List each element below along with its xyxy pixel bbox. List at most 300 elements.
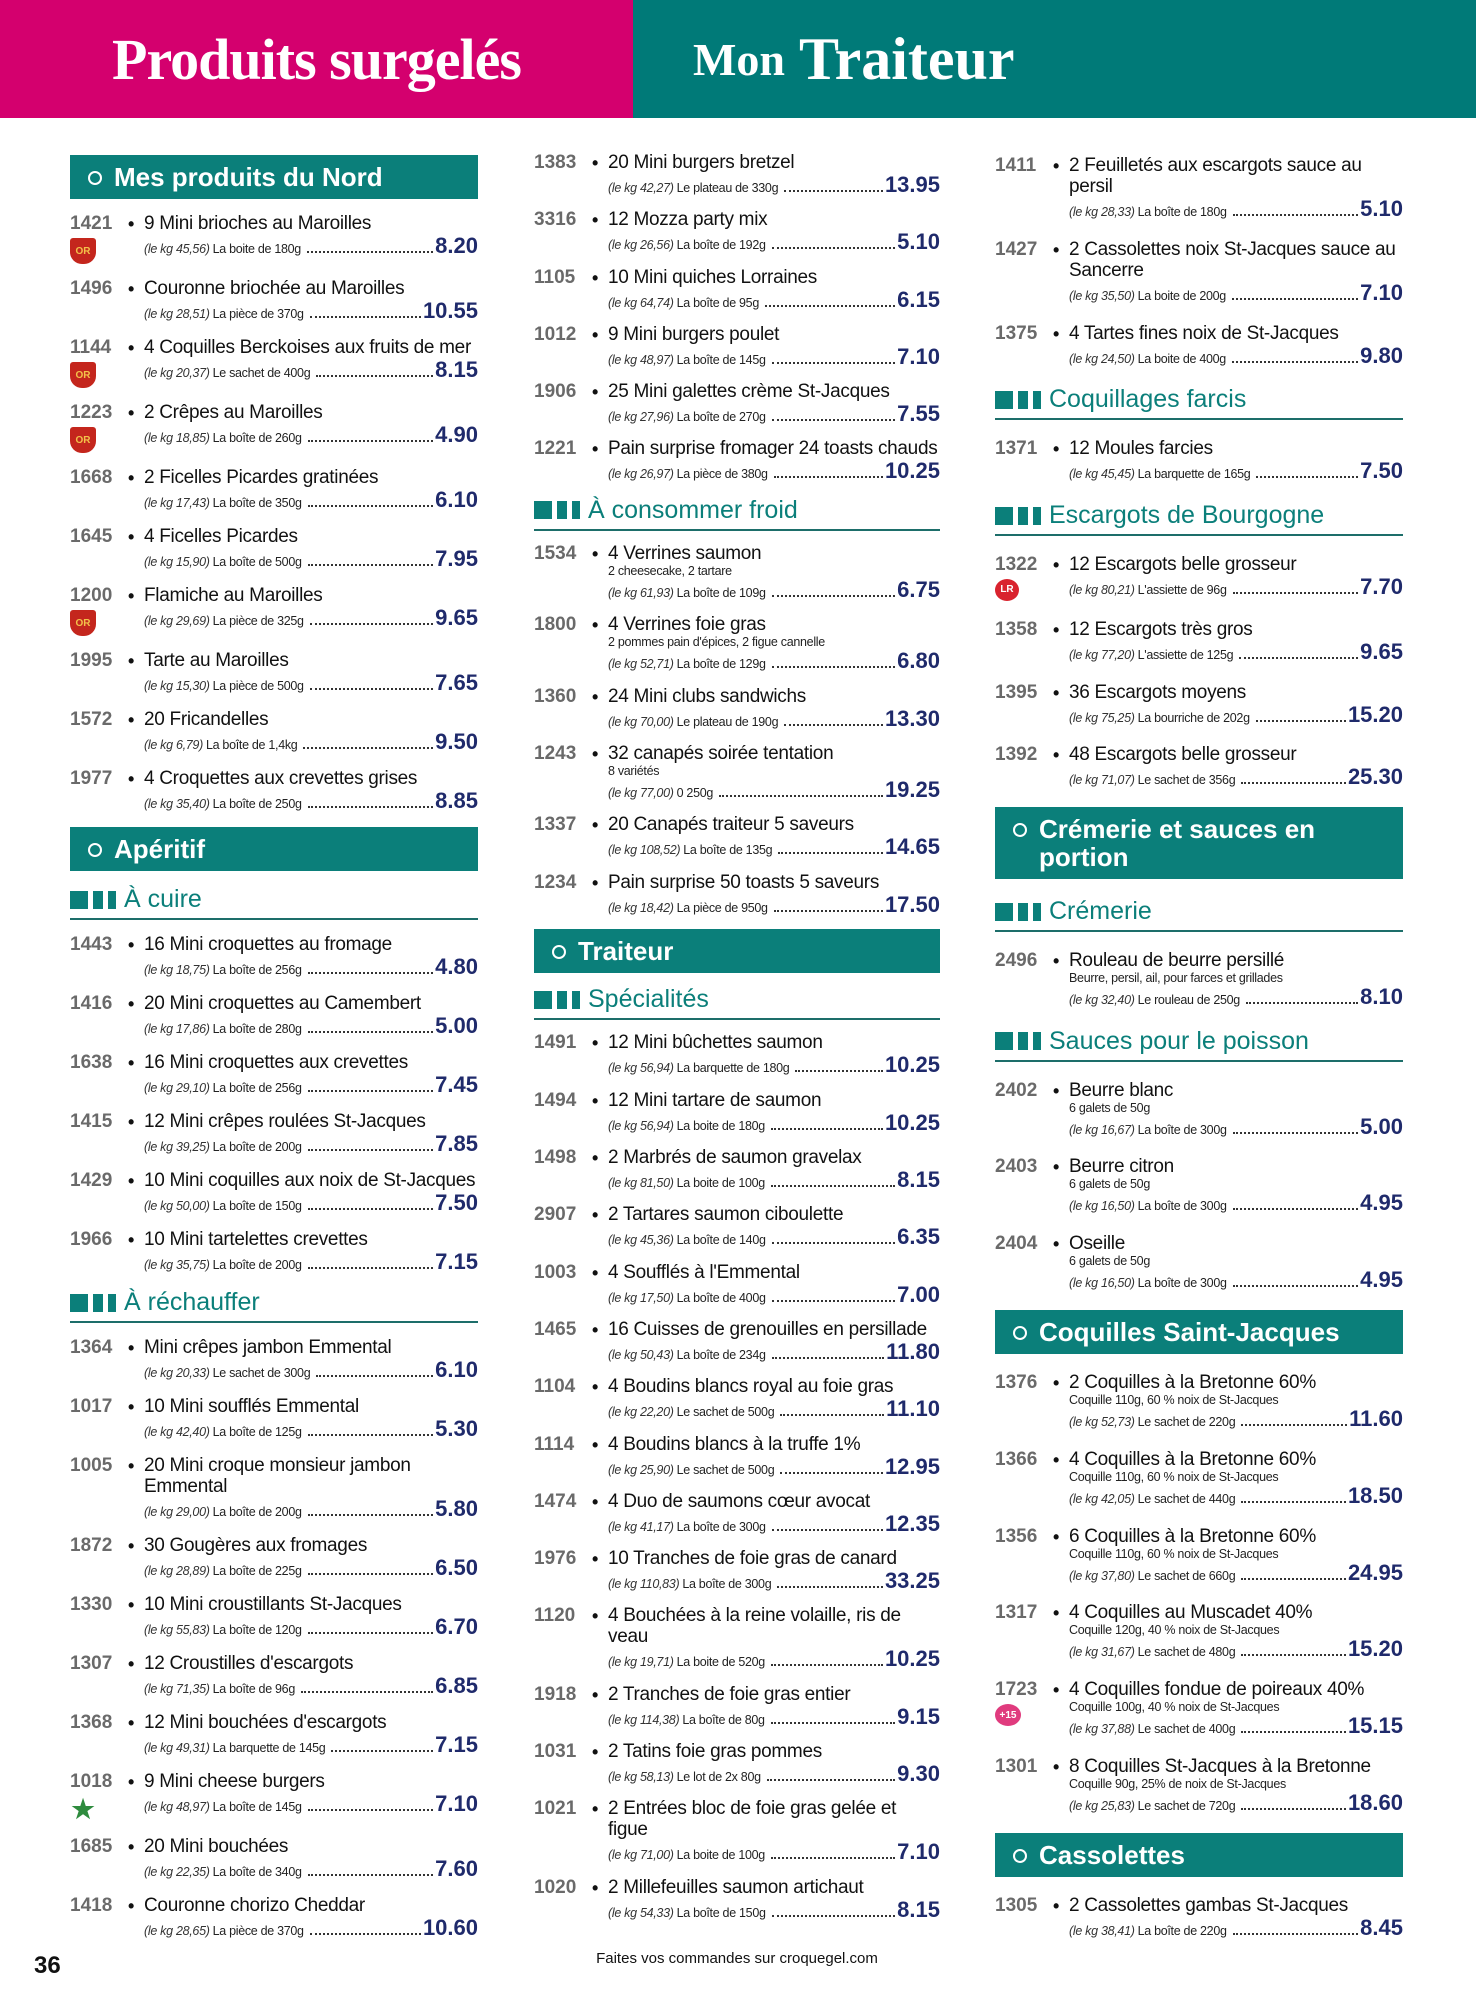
product-item[interactable] (534, 814, 940, 859)
package-size: La boîte de 260g (212, 431, 302, 445)
price-line (608, 345, 940, 369)
product-details (1069, 1895, 1403, 1940)
square-marker-icon (995, 507, 1013, 525)
dotted-leader (784, 190, 883, 192)
product-item[interactable] (534, 743, 940, 802)
product-item[interactable] (70, 402, 478, 453)
product-item[interactable] (70, 337, 478, 388)
product-item[interactable] (534, 1032, 940, 1077)
price-line (144, 730, 478, 754)
product-name: 9 Mini brioches au Maroilles (144, 213, 372, 234)
product-details (608, 743, 940, 802)
product-name: 10 Mini soufflés Emmental (144, 1396, 359, 1417)
product-item[interactable] (70, 1229, 478, 1274)
package-size: La boite de 180g (212, 242, 301, 256)
product-item[interactable] (534, 543, 940, 602)
price-line (144, 547, 478, 571)
product-code: 1498 (534, 1147, 577, 1169)
product-item[interactable] (70, 1535, 478, 1580)
product-price: 7.10 (897, 343, 940, 369)
product-price: 6.50 (435, 1555, 478, 1580)
product-code: 1496 (70, 278, 113, 299)
price-per-kg: (le kg 61,93) (608, 586, 674, 601)
product-item[interactable] (995, 619, 1403, 664)
saveurs-en-or-badge-icon: OR (70, 427, 96, 453)
product-name: 12 Mini tartare de saumon (608, 1089, 822, 1111)
product-details (1069, 1080, 1403, 1139)
product-item[interactable] (70, 934, 478, 979)
dotted-leader (1241, 1578, 1346, 1580)
bullet-icon: • (592, 815, 599, 836)
product-code: 1003 (534, 1261, 577, 1283)
subsection-title: Coquillages farcis (1049, 385, 1247, 414)
product-description: Coquille 90g, 25% de noix de St-Jacques (1069, 1777, 1286, 1792)
product-item[interactable] (70, 1337, 478, 1382)
plus-15-badge-icon: +15 (995, 1704, 1021, 1726)
product-price: 6.15 (897, 286, 940, 312)
bar-marker-icon (1018, 903, 1028, 921)
dotted-leader (1241, 1808, 1346, 1810)
section-title: Crémerie et sauces en portion (1039, 814, 1316, 873)
price-per-kg: (le kg 16,50) (1069, 1199, 1135, 1214)
price-per-kg: (le kg 6,79) (144, 738, 203, 752)
dotted-leader (1233, 214, 1359, 216)
product-code-cell (995, 619, 1053, 664)
square-marker-icon (995, 1032, 1013, 1050)
product-item[interactable] (70, 1771, 478, 1822)
square-marker-icon (70, 1294, 88, 1312)
product-price: 10.25 (884, 1109, 940, 1135)
bullet-icon: • (592, 1606, 599, 1627)
price-per-kg: (le kg 39,25) (144, 1140, 210, 1154)
product-item[interactable] (534, 1684, 940, 1729)
product-price: 19.25 (884, 776, 940, 802)
bar-marker-icon (1033, 391, 1041, 409)
product-name: Beurre blanc (1069, 1079, 1174, 1101)
product-details (144, 585, 478, 636)
dotted-leader (1241, 782, 1346, 784)
subsection-header (995, 897, 1403, 932)
product-name: 2 Ficelles Picardes gratinées (144, 467, 379, 488)
product-item[interactable] (70, 278, 478, 323)
product-code-cell (995, 1372, 1053, 1431)
price-line (144, 1733, 478, 1757)
price-line (1069, 1115, 1403, 1139)
product-price: 11.60 (1349, 1405, 1403, 1431)
dotted-leader (767, 1779, 895, 1781)
product-name: 12 Mini bûchettes saumon (608, 1032, 823, 1054)
price-per-kg: (le kg 18,85) (144, 431, 210, 445)
dotted-leader (308, 1267, 434, 1269)
price-per-kg: (le kg 17,50) (608, 1290, 674, 1305)
dotted-leader (308, 1573, 434, 1575)
product-details (144, 1836, 478, 1881)
section-title: Coquilles Saint-Jacques (1039, 1317, 1340, 1348)
product-code: 1534 (534, 543, 577, 565)
product-details (608, 1877, 940, 1922)
product-item[interactable] (995, 1156, 1403, 1215)
product-details (608, 686, 940, 731)
product-item[interactable] (534, 1262, 940, 1307)
bullet-icon: • (592, 1319, 599, 1340)
product-description: Coquille 120g, 40 % noix de St-Jacques (1069, 1623, 1280, 1638)
section-title: Traiteur (578, 935, 674, 966)
product-price: 6.70 (435, 1614, 478, 1639)
product-item[interactable] (70, 1052, 478, 1097)
bullet-icon: • (128, 994, 135, 1014)
product-details (144, 213, 478, 264)
dotted-leader (795, 1070, 882, 1072)
product-item[interactable] (534, 1434, 940, 1479)
product-code: 1317 (995, 1602, 1038, 1624)
price-per-kg: (le kg 52,73) (1069, 1414, 1135, 1429)
product-details (144, 1396, 478, 1441)
bar-marker-icon (1033, 507, 1041, 525)
product-item[interactable] (995, 1602, 1403, 1661)
product-item[interactable] (534, 1798, 940, 1864)
product-name: 12 Escargots belle grosseur (1069, 553, 1297, 575)
package-size: Le sachet de 400g (1137, 1722, 1236, 1737)
product-item[interactable] (534, 438, 940, 483)
price-per-kg: (le kg 71,07) (1069, 773, 1135, 788)
dotted-leader (1233, 592, 1359, 594)
product-item[interactable] (534, 1090, 940, 1135)
product-name: 12 Mini bouchées d'escargots (144, 1712, 387, 1733)
product-item[interactable] (995, 1679, 1403, 1738)
price-per-kg: (le kg 20,33) (144, 1366, 210, 1380)
product-name: 2 Tatins foie gras pommes (608, 1741, 822, 1763)
price-line (144, 299, 478, 323)
product-code: 1366 (995, 1448, 1038, 1470)
price-per-kg: (le kg 28,51) (144, 307, 210, 321)
product-name: Flamiche au Maroilles (144, 585, 323, 606)
product-name: 4 Soufflés à l'Emmental (608, 1261, 800, 1283)
price-per-kg: (le kg 54,33) (608, 1905, 674, 1920)
product-item[interactable] (534, 1741, 940, 1786)
bullet-icon: • (592, 1262, 599, 1283)
bullet-icon: • (592, 743, 599, 764)
product-name: 4 Coquilles au Muscadet 40% (1069, 1602, 1313, 1624)
header-right-title-big: Traiteur (799, 25, 1015, 92)
product-price: 4.95 (1360, 1267, 1403, 1293)
product-item[interactable] (995, 1526, 1403, 1585)
price-per-kg: (le kg 28,33) (1069, 205, 1135, 219)
bullet-icon: • (1053, 1372, 1060, 1393)
package-size: Le sachet de 440g (1137, 1491, 1236, 1506)
package-size: Le plateau de 330g (676, 181, 779, 195)
product-item[interactable] (995, 438, 1403, 483)
dotted-leader (310, 688, 433, 690)
price-line (608, 230, 940, 254)
dotted-leader (772, 1529, 883, 1531)
price-per-kg: (le kg 41,17) (608, 1519, 674, 1534)
package-size: La boîte de 220g (1137, 1923, 1227, 1938)
product-item[interactable] (995, 950, 1403, 1009)
product-item[interactable] (70, 650, 478, 695)
dotted-leader (308, 564, 434, 566)
section-header (995, 807, 1403, 879)
product-details (608, 1032, 940, 1077)
bullet-icon: • (1053, 1449, 1060, 1470)
product-item[interactable] (995, 554, 1403, 601)
catalog-column-2 (534, 152, 940, 1922)
product-item[interactable] (995, 1080, 1403, 1139)
package-size: Le sachet de 220g (1137, 1414, 1236, 1429)
product-code: 1018 (70, 1771, 113, 1792)
product-details (1069, 744, 1403, 789)
product-name: 16 Mini croquettes au fromage (144, 934, 392, 955)
package-size: La boîte de 300g (676, 1519, 766, 1534)
price-per-kg: (le kg 15,90) (144, 555, 210, 569)
package-size: La boîte de 400g (676, 1290, 766, 1305)
bullet-icon: • (592, 382, 599, 403)
product-item[interactable] (995, 1233, 1403, 1292)
product-item[interactable] (995, 239, 1403, 305)
dotted-leader (771, 1664, 883, 1666)
dotted-leader (772, 362, 896, 364)
section-title: Mes produits du Nord (114, 162, 383, 192)
product-item[interactable] (534, 324, 940, 369)
product-item[interactable] (534, 614, 940, 673)
product-price: 9.15 (897, 1703, 940, 1729)
product-code: 1383 (534, 152, 577, 173)
product-item[interactable] (534, 1319, 940, 1364)
package-size: La boite de 200g (1137, 288, 1226, 303)
product-details (144, 650, 478, 695)
price-line (1069, 1714, 1403, 1738)
product-price: 4.90 (435, 422, 478, 447)
product-code: 1104 (534, 1376, 576, 1398)
product-item[interactable] (70, 1455, 478, 1521)
price-line (608, 1397, 940, 1421)
product-code: 1392 (995, 744, 1038, 766)
price-line (1069, 1791, 1403, 1815)
product-details (608, 438, 940, 483)
dotted-leader (771, 1185, 895, 1187)
saveurs-en-or-badge-icon: OR (70, 362, 96, 388)
product-details (608, 209, 940, 254)
package-size: L'assiette de 125g (1137, 647, 1234, 662)
product-name: 2 Entrées bloc de foie gras gelée et figue (608, 1798, 897, 1841)
product-item[interactable] (70, 1653, 478, 1698)
package-size: La boîte de 200g (212, 1505, 302, 1519)
product-code-cell (70, 1712, 128, 1757)
product-code-cell (70, 1455, 128, 1521)
price-per-kg: (le kg 48,97) (144, 1800, 210, 1814)
price-line (608, 893, 940, 917)
product-code: 1800 (534, 614, 577, 636)
dotted-leader (1241, 1654, 1346, 1656)
price-line (1069, 1191, 1403, 1215)
bullet-icon: • (592, 267, 599, 288)
product-name: Mini crêpes jambon Emmental (144, 1337, 392, 1358)
product-code-cell (534, 1741, 592, 1786)
product-code: 1005 (70, 1455, 113, 1476)
product-item[interactable] (70, 1594, 478, 1639)
package-size: L'assiette de 96g (1137, 582, 1227, 597)
product-code-cell (70, 934, 128, 979)
package-size: La boîte de 1,4kg (205, 738, 298, 752)
product-item[interactable] (995, 1372, 1403, 1431)
product-item[interactable] (995, 1756, 1403, 1815)
dotted-leader (777, 1586, 883, 1588)
product-price: 9.65 (1360, 638, 1403, 664)
product-item[interactable] (70, 585, 478, 636)
product-name: Tarte au Maroilles (144, 650, 289, 671)
product-name: 8 Coquilles St-Jacques à la Bretonne (1069, 1756, 1371, 1778)
bullet-icon: • (592, 686, 599, 707)
price-line (144, 1674, 478, 1698)
price-per-kg: (le kg 80,21) (1069, 582, 1135, 597)
dotted-leader (308, 806, 434, 808)
price-line (144, 1857, 478, 1881)
product-code: 1021 (534, 1798, 577, 1820)
product-item[interactable] (534, 1605, 940, 1671)
product-code-cell (70, 1170, 128, 1215)
bullet-icon: • (128, 769, 135, 789)
product-item[interactable] (534, 267, 940, 312)
product-item[interactable] (534, 872, 940, 917)
product-code: 1416 (70, 993, 113, 1014)
dotted-leader (316, 1375, 433, 1377)
product-price: 9.30 (897, 1761, 940, 1787)
bar-marker-icon (1033, 1032, 1041, 1050)
product-item[interactable] (70, 1895, 478, 1940)
bullet-icon: • (128, 1837, 135, 1857)
bullet-icon: • (1053, 439, 1060, 460)
product-item[interactable] (70, 1396, 478, 1441)
bar-marker-icon (93, 1294, 103, 1312)
product-details (1069, 1233, 1403, 1292)
price-per-kg: (le kg 108,52) (608, 843, 681, 858)
product-item[interactable] (70, 993, 478, 1038)
price-line (608, 649, 940, 673)
product-price: 25.30 (1347, 764, 1403, 790)
product-details (144, 1229, 478, 1274)
package-size: La boîte de 129g (676, 657, 766, 672)
dotted-leader (772, 595, 896, 597)
product-name: 10 Mini croustillants St-Jacques (144, 1594, 402, 1615)
product-name: Couronne chorizo Cheddar (144, 1895, 365, 1916)
product-item[interactable] (995, 682, 1403, 727)
product-code-cell (70, 1396, 128, 1441)
dotted-leader (1241, 1424, 1347, 1426)
circle-icon (88, 171, 102, 185)
product-code-cell (70, 993, 128, 1038)
dotted-leader (308, 1090, 434, 1092)
product-item[interactable] (534, 1548, 940, 1593)
product-item[interactable] (534, 1204, 940, 1249)
dotted-leader (772, 247, 896, 249)
product-code-cell (995, 1679, 1053, 1738)
price-per-kg: (le kg 45,36) (608, 1233, 674, 1248)
price-per-kg: (le kg 45,45) (1069, 467, 1135, 482)
package-size: Le sachet de 660g (1137, 1568, 1236, 1583)
product-details (144, 337, 478, 388)
product-item[interactable] (534, 1147, 940, 1192)
product-item[interactable] (995, 1895, 1403, 1940)
product-code: 1322 (995, 553, 1038, 575)
circle-icon (1013, 823, 1027, 837)
product-item[interactable] (534, 209, 940, 254)
dotted-leader (331, 1750, 433, 1752)
bullet-icon: • (128, 710, 135, 730)
product-item[interactable] (995, 155, 1403, 221)
product-details (1069, 438, 1403, 483)
product-price: 5.80 (435, 1496, 478, 1521)
square-marker-icon (534, 991, 552, 1009)
product-item[interactable] (534, 1376, 940, 1421)
product-code-cell (70, 768, 128, 813)
product-name: 12 Mini crêpes roulées St-Jacques (144, 1111, 426, 1132)
product-item[interactable] (70, 1111, 478, 1156)
product-code: 1375 (995, 322, 1038, 344)
product-price: 18.60 (1347, 1790, 1403, 1816)
product-code-cell (995, 1895, 1053, 1940)
product-item[interactable] (70, 213, 478, 264)
subsection-title: À consommer froid (588, 495, 798, 524)
subsection-header (534, 985, 940, 1020)
product-code: 1427 (995, 238, 1038, 260)
product-name: 2 Feuilletés aux escargots sauce au persil (1069, 155, 1362, 197)
product-item[interactable] (995, 744, 1403, 789)
product-details (144, 1170, 478, 1215)
product-item[interactable] (70, 768, 478, 813)
subsection-header (995, 501, 1403, 536)
product-price: 14.65 (884, 834, 940, 860)
product-item[interactable] (534, 686, 940, 731)
price-line (144, 1417, 478, 1441)
dotted-leader (308, 1208, 434, 1210)
product-price: 7.60 (435, 1856, 478, 1881)
product-item[interactable] (70, 526, 478, 571)
price-line (1069, 703, 1403, 727)
product-item[interactable] (70, 1836, 478, 1881)
price-per-kg: (le kg 77,20) (1069, 647, 1135, 662)
product-item[interactable] (534, 152, 940, 197)
footer-order-note: Faites vos commandes sur croquegel.com (596, 1950, 878, 1967)
product-item[interactable] (70, 709, 478, 754)
product-item[interactable] (995, 323, 1403, 368)
square-marker-icon (534, 501, 552, 519)
price-line (608, 1340, 940, 1364)
price-line (1069, 1561, 1403, 1585)
dotted-leader (771, 1128, 883, 1130)
product-item[interactable] (534, 1491, 940, 1536)
price-line (144, 789, 478, 813)
product-item[interactable] (70, 1170, 478, 1215)
price-per-kg: (le kg 15,30) (144, 679, 210, 693)
price-line (1069, 765, 1403, 789)
product-code: 1995 (70, 650, 113, 671)
product-item[interactable] (70, 467, 478, 512)
bar-marker-icon (93, 891, 103, 909)
dotted-leader (778, 852, 883, 854)
product-name: 2 Cassolettes gambas St-Jacques (1069, 1894, 1349, 1916)
dotted-leader (301, 1691, 433, 1693)
bullet-icon: • (128, 1112, 135, 1132)
price-line (144, 1132, 478, 1156)
product-code-cell (70, 1111, 128, 1156)
saveurs-en-or-badge-icon: OR (70, 238, 96, 264)
product-item[interactable] (534, 1877, 940, 1922)
product-item[interactable] (534, 381, 940, 426)
price-per-kg: (le kg 29,10) (144, 1081, 210, 1095)
product-item[interactable] (70, 1712, 478, 1757)
product-name: 36 Escargots moyens (1069, 681, 1246, 703)
product-item[interactable] (995, 1449, 1403, 1508)
product-name: 10 Mini quiches Lorraines (608, 266, 818, 288)
